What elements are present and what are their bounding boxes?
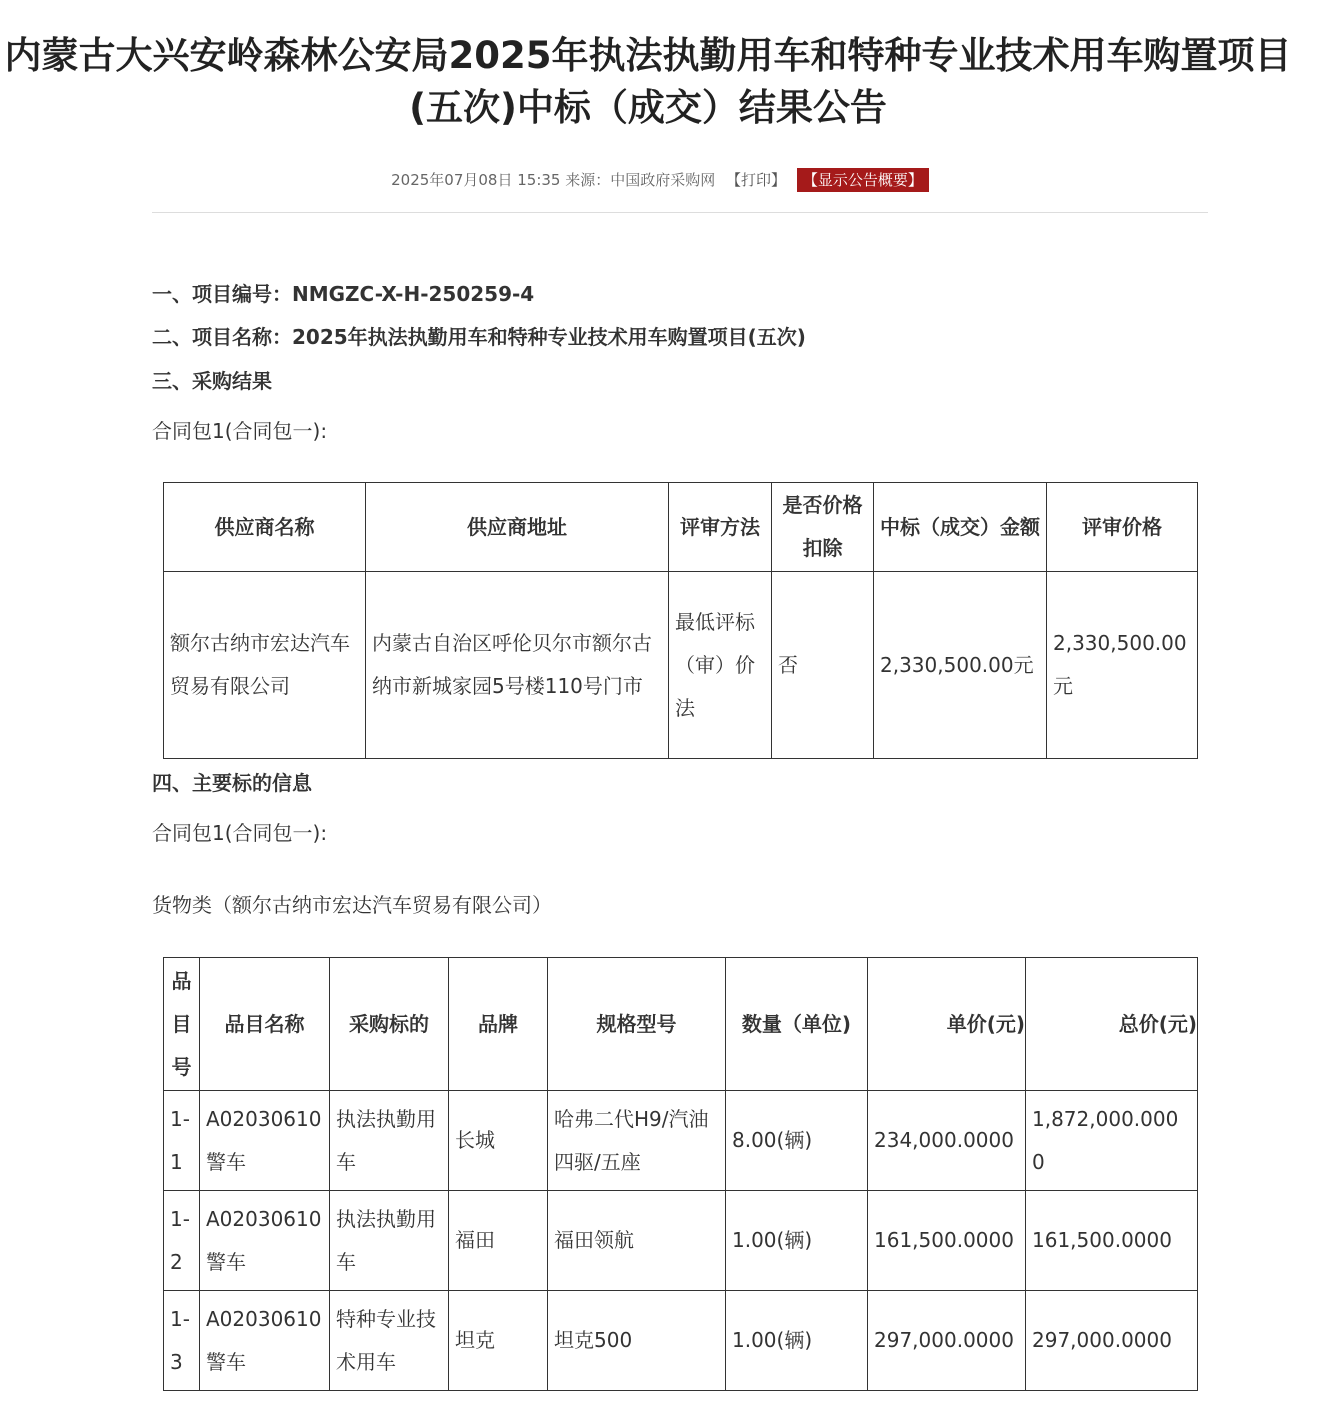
cell-brand: 长城 bbox=[449, 1091, 548, 1191]
cell-model: 哈弗二代H9/汽油四驱/五座 bbox=[548, 1091, 726, 1191]
title-line-2: (五次)中标（成交）结果公告 bbox=[409, 86, 887, 129]
cell-brand: 福田 bbox=[449, 1191, 548, 1291]
section-procurement-result: 三、采购结果 bbox=[152, 369, 272, 393]
cell-unit-price: 234,000.0000 bbox=[868, 1091, 1026, 1191]
cell-model: 福田领航 bbox=[548, 1191, 726, 1291]
section-project-name: 二、项目名称：2025年执法执勤用车和特种专业技术用车购置项目(五次) bbox=[152, 325, 806, 349]
meta-bar bbox=[0, 168, 1320, 192]
header-price-deduction: 是否价格扣除 bbox=[772, 483, 874, 572]
header-model: 规格型号 bbox=[548, 958, 726, 1091]
cell-supplier-name: 额尔古纳市宏达汽车贸易有限公司 bbox=[164, 572, 366, 759]
cell-supplier-address: 内蒙古自治区呼伦贝尔市额尔古纳市新城家园5号楼110号门市 bbox=[366, 572, 669, 759]
cell-item-number: 1-2 bbox=[164, 1191, 200, 1291]
cell-model: 坦克500 bbox=[548, 1291, 726, 1391]
table-row bbox=[164, 1091, 1198, 1191]
cell-item-name: A02030610警车 bbox=[200, 1291, 330, 1391]
cell-total-price: 297,000.0000 bbox=[1026, 1291, 1198, 1391]
cell-quantity: 1.00(辆) bbox=[726, 1191, 868, 1291]
header-brand: 品牌 bbox=[449, 958, 548, 1091]
result-table bbox=[163, 482, 1198, 759]
header-review-price: 评审价格 bbox=[1047, 483, 1198, 572]
header-review-method: 评审方法 bbox=[669, 483, 772, 572]
header-award-amount: 中标（成交）金额 bbox=[874, 483, 1047, 572]
table-header-row bbox=[164, 958, 1198, 1091]
cell-item-number: 1-3 bbox=[164, 1291, 200, 1391]
cell-item-name: A02030610警车 bbox=[200, 1091, 330, 1191]
cell-brand: 坦克 bbox=[449, 1291, 548, 1391]
source-label: 来源：中国政府采购网 bbox=[565, 171, 716, 189]
publish-datetime: 2025年07月08日 15:35 bbox=[391, 171, 561, 189]
title-line-1: 内蒙古大兴安岭森林公安局2025年执法执勤用车和特种专业技术用车购置项目 bbox=[4, 34, 1292, 77]
divider bbox=[152, 212, 1208, 213]
goods-category-label: 货物类（额尔古纳市宏达汽车贸易有限公司） bbox=[152, 893, 552, 917]
section-project-number: 一、项目编号：NMGZC-X-H-250259-4 bbox=[152, 282, 535, 306]
cell-total-price: 161,500.0000 bbox=[1026, 1191, 1198, 1291]
header-procurement-target: 采购标的 bbox=[330, 958, 449, 1091]
page-title bbox=[0, 30, 1296, 134]
header-unit-price: 单价(元) bbox=[868, 958, 1026, 1091]
package-label: 合同包1(合同包一): bbox=[152, 419, 328, 443]
table-header-row bbox=[164, 483, 1198, 572]
header-supplier-name: 供应商名称 bbox=[164, 483, 366, 572]
print-link[interactable]: 【打印】 bbox=[726, 171, 787, 189]
cell-procurement-target: 执法执勤用车 bbox=[330, 1091, 449, 1191]
table-row bbox=[164, 1291, 1198, 1391]
package-label: 合同包1(合同包一): bbox=[152, 821, 328, 845]
cell-award-amount: 2,330,500.00元 bbox=[874, 572, 1047, 759]
cell-price-deduction: 否 bbox=[772, 572, 874, 759]
header-item-number: 品目号 bbox=[164, 958, 200, 1091]
goods-table bbox=[163, 957, 1198, 1391]
cell-item-number: 1-1 bbox=[164, 1091, 200, 1191]
cell-total-price: 1,872,000.0000 bbox=[1026, 1091, 1198, 1191]
table-row bbox=[164, 572, 1198, 759]
table-row bbox=[164, 1191, 1198, 1291]
cell-unit-price: 161,500.0000 bbox=[868, 1191, 1026, 1291]
cell-item-name: A02030610警车 bbox=[200, 1191, 330, 1291]
cell-quantity: 8.00(辆) bbox=[726, 1091, 868, 1191]
section-main-items: 四、主要标的信息 bbox=[152, 771, 312, 795]
cell-review-price: 2,330,500.00元 bbox=[1047, 572, 1198, 759]
cell-unit-price: 297,000.0000 bbox=[868, 1291, 1026, 1391]
header-item-name: 品目名称 bbox=[200, 958, 330, 1091]
header-quantity: 数量（单位) bbox=[726, 958, 868, 1091]
cell-review-method: 最低评标（审）价法 bbox=[669, 572, 772, 759]
cell-procurement-target: 执法执勤用车 bbox=[330, 1191, 449, 1291]
header-supplier-address: 供应商地址 bbox=[366, 483, 669, 572]
cell-quantity: 1.00(辆) bbox=[726, 1291, 868, 1391]
header-total-price: 总价(元) bbox=[1026, 958, 1198, 1091]
cell-procurement-target: 特种专业技术用车 bbox=[330, 1291, 449, 1391]
show-summary-button[interactable]: 【显示公告概要】 bbox=[797, 168, 929, 192]
